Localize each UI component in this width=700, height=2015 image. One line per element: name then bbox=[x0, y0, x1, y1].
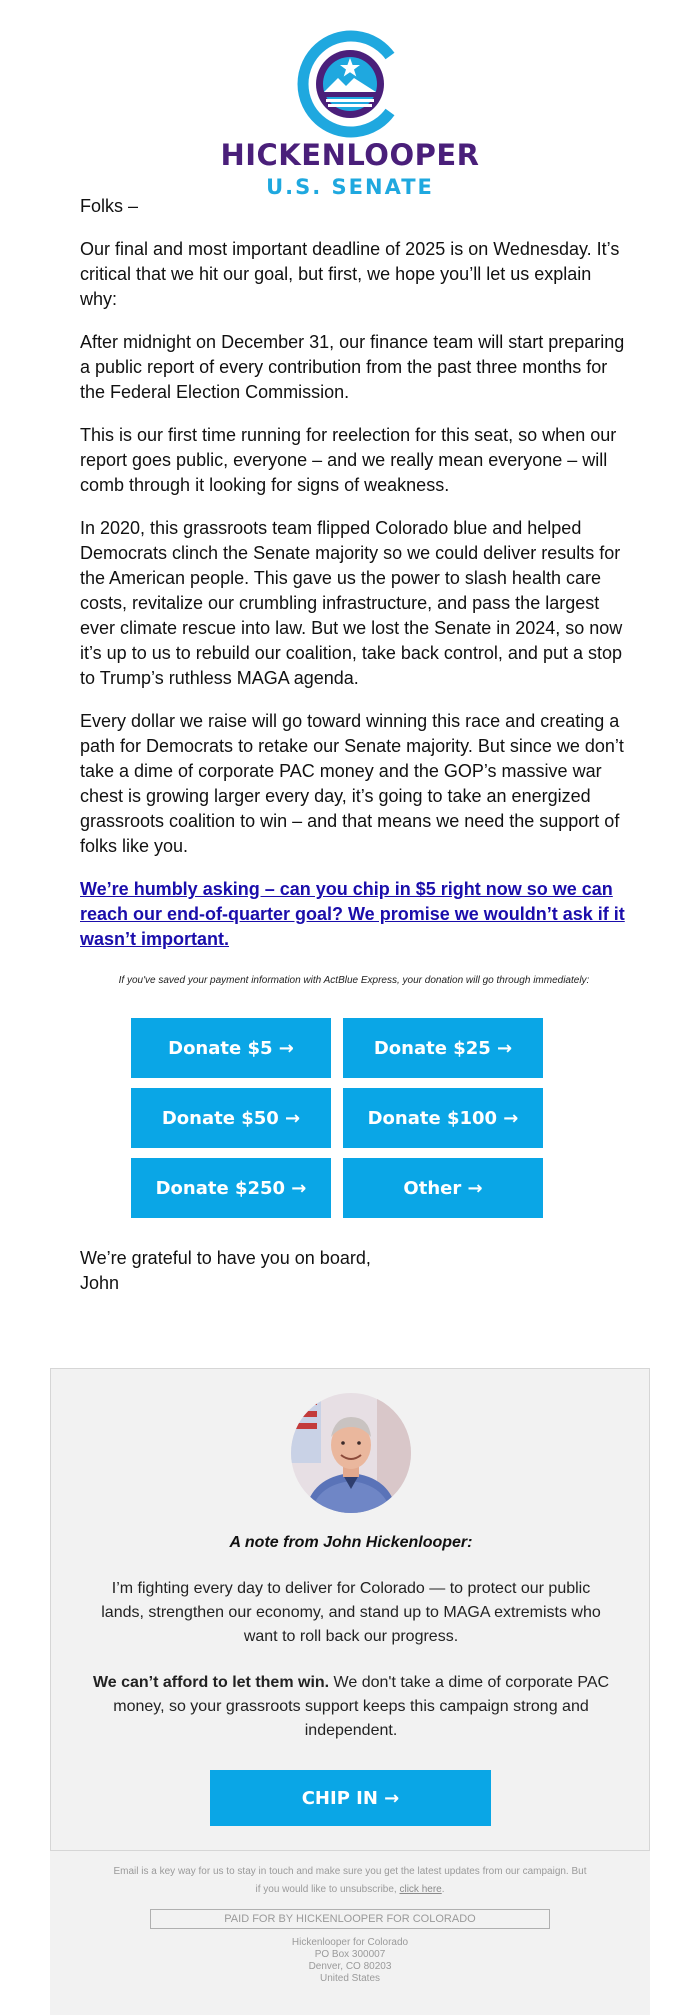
note-paragraph-2 bbox=[91, 1671, 611, 1743]
footer-text: Email is a key way for us to stay in touch and make sure you get the latest updates from our campaign. But if you would like to unsubscribe, bbox=[113, 1866, 587, 1895]
footer bbox=[50, 1851, 650, 2015]
letter-paragraph: Our final and most important deadline of 2025 is on Wednesday. It’s critical that we hit our goal, but first, we hope you’ll let us explain why: bbox=[80, 239, 620, 309]
letter-paragraph: Every dollar we raise will go toward winning this race and creating a path for Democrats to retake our Senate majority. But since we don’t take a dime of corporate PAC money and the GOP’s massive war chest is growing larger every day, it’s going to take an energized grassroots coalition to win – and that means we need the support of folks like you. bbox=[80, 711, 624, 856]
note-paragraph-rest: We don't take a dime of corporate PAC money, so your grassroots support keeps this campaign strong and independent. bbox=[113, 1674, 610, 1739]
greeting: Folks – bbox=[80, 196, 139, 216]
logo-subtitle: U.S. SENATE bbox=[266, 175, 434, 199]
donate-50-button[interactable]: Donate $50 → bbox=[131, 1088, 331, 1148]
letter-body bbox=[80, 194, 628, 970]
donate-250-button[interactable]: Donate $250 → bbox=[131, 1158, 331, 1218]
john-hickenlooper-avatar bbox=[291, 1393, 411, 1513]
actblue-express-note: If you've saved your payment information with ActBlue Express, your donation will go through immediately: bbox=[118, 975, 590, 986]
note-paragraph: I’m fighting every day to deliver for Colorado — to protect our public lands, strengthen our economy, and stand up to MAGA extremists who want to roll back our progress. bbox=[101, 1580, 601, 1645]
signoff-line: We’re grateful to have you on board, bbox=[80, 1248, 371, 1268]
signoff bbox=[80, 1246, 628, 1296]
note-emphasis: We can’t afford to let them win. bbox=[92, 1674, 330, 1691]
chip-in-button[interactable]: CHIP IN → bbox=[210, 1770, 491, 1826]
letter-paragraph: In 2020, this grassroots team flipped Colorado blue and helped Democrats clinch the Senate majority so we could deliver results for the American people. This gave us the power to slash health care costs, revitalize our crumbling infrastructure, and pass the largest ever climate rescue into law. But we lost the Senate in 2024, so now it’s up to us to rebuild our coalition, take back control, and put a stop to Trump’s ruthless MAGA agenda. bbox=[80, 518, 623, 688]
donate-5-button[interactable]: Donate $5 → bbox=[131, 1018, 331, 1078]
donate-100-button[interactable]: Donate $100 → bbox=[343, 1088, 543, 1148]
address-line: PO Box 300007 bbox=[314, 1949, 386, 1960]
ask-paragraph bbox=[80, 877, 628, 952]
letter-paragraph: This is our first time running for reelection for this seat, so when our report goes public, everyone – and we really mean everyone – will comb through it looking for signs of weakness. bbox=[80, 425, 617, 495]
footer-disclaimer bbox=[110, 1863, 590, 1899]
donate-ask-link[interactable]: We’re humbly asking – can you chip in $5 right now so we can reach our end-of-quarter goal? We promise we wouldn’t ask if it wasn’t important. bbox=[80, 879, 625, 949]
paid-for-by-box: PAID FOR BY HICKENLOOPER FOR COLORADO bbox=[150, 1909, 550, 1929]
note-title: A note from John Hickenlooper: bbox=[229, 1534, 473, 1551]
address-line: Denver, CO 80203 bbox=[308, 1961, 392, 1972]
donate-25-button[interactable]: Donate $25 → bbox=[343, 1018, 543, 1078]
donate-other-button[interactable]: Other → bbox=[343, 1158, 543, 1218]
mailing-address bbox=[50, 1937, 650, 1985]
footer-text-end: . bbox=[441, 1884, 445, 1895]
note-card bbox=[50, 1368, 650, 1851]
logo-wordmark: HICKENLOOPER bbox=[220, 138, 480, 172]
address-line: United States bbox=[319, 1973, 381, 1984]
campaign-logo-icon bbox=[294, 28, 406, 140]
address-line: Hickenlooper for Colorado bbox=[291, 1937, 409, 1948]
signature-name: John bbox=[80, 1273, 120, 1293]
letter-paragraph: After midnight on December 31, our finance team will start preparing a public report of every contribution from the past three months for the Federal Election Commission. bbox=[80, 332, 625, 402]
note-body bbox=[91, 1577, 611, 1765]
unsubscribe-link[interactable]: click here bbox=[399, 1884, 442, 1895]
